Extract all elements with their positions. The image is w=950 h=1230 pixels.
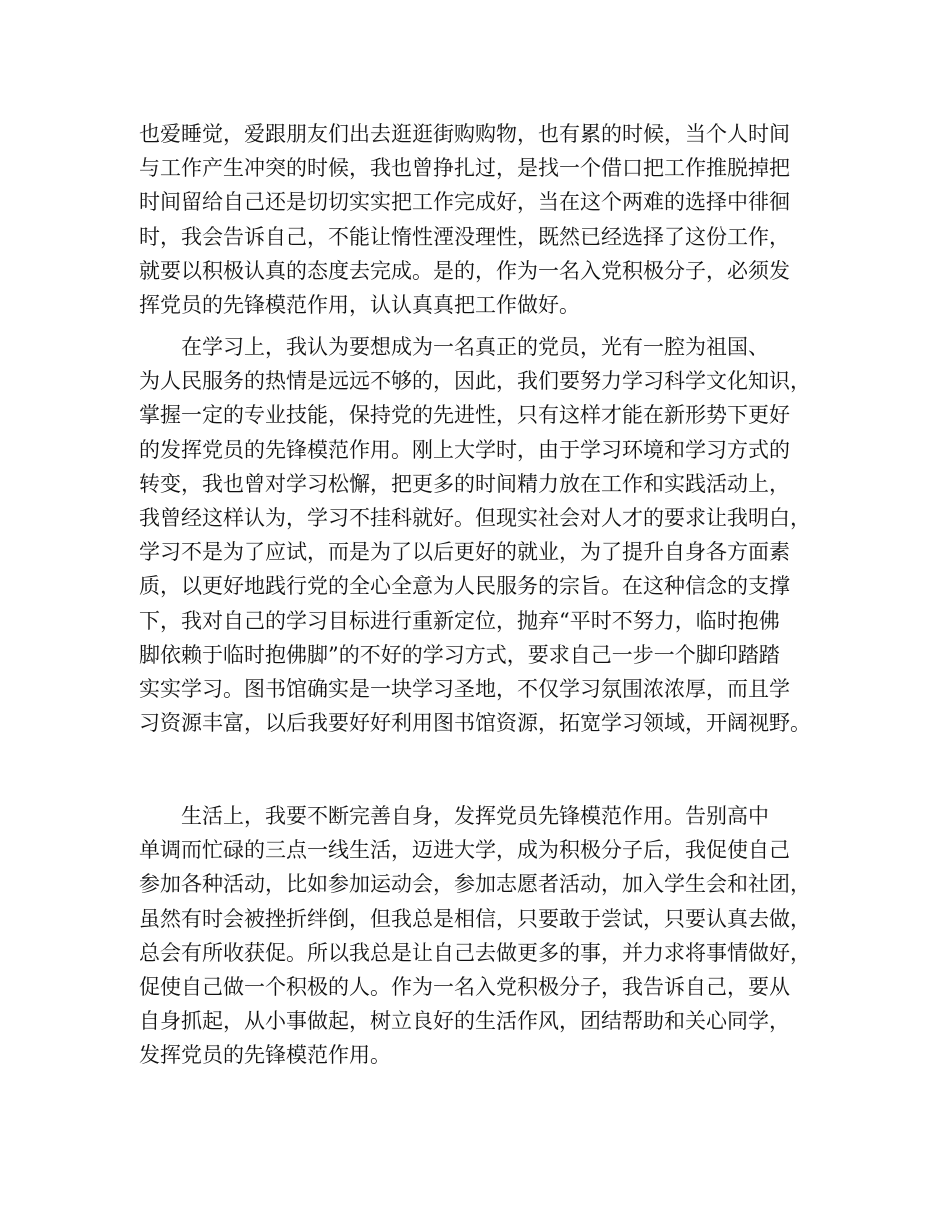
text-line: 下，我对自己的学习目标进行重新定位，抛弃“平时不努力，临时抱佛	[139, 608, 780, 633]
text-line: 总会有所收获促。所以我总是让自己去做更多的事，并力求将事情做好，	[139, 940, 811, 965]
text-line: 时，我会告诉自己，不能让惰性湮没理性，既然已经选择了这份工作，	[139, 224, 790, 249]
text-line: 为人民服务的热情是远远不够的，因此，我们要努力学习科学文化知识，	[139, 369, 811, 394]
text-line: 质，以更好地践行党的全心全意为人民服务的宗旨。在这种信念的支撑	[139, 574, 790, 599]
text-line: 挥党员的先锋模范作用，认认真真把工作做好。	[139, 293, 580, 318]
text-line: 发挥党员的先锋模范作用。	[139, 1043, 391, 1068]
text-line: 掌握一定的专业技能，保持党的先进性，只有这样才能在新形势下更好	[139, 403, 790, 428]
text-line: 时间留给自己还是切切实实把工作完成好，当在这个两难的选择中徘徊	[139, 190, 790, 215]
text-line: 习资源丰富，以后我要好好利用图书馆资源，拓宽学习领域，开阔视野。	[139, 711, 811, 736]
paragraph-life	[139, 799, 819, 1073]
paragraph-study	[139, 330, 819, 740]
text-line: 脚依赖于临时抱佛脚”的不好的学习方式，要求自己一步一个脚印踏踏	[139, 642, 780, 667]
text-line: 就要以积极认真的态度去完成。是的，作为一名入党积极分子，必须发	[139, 258, 790, 283]
text-line: 与工作产生冲突的时候，我也曾挣扎过，是找一个借口把工作推脱掉把	[139, 156, 790, 181]
text-line: 单调而忙碌的三点一线生活，迈进大学，成为积极分子后，我促使自己	[139, 838, 790, 863]
text-line: 促使自己做一个积极的人。作为一名入党积极分子，我告诉自己，要从	[139, 975, 790, 1000]
text-line: 学习不是为了应试，而是为了以后更好的就业，为了提升自身各方面素	[139, 540, 790, 565]
text-line: 生活上，我要不断完善自身，发挥党员先锋模范作用。告别高中	[181, 804, 769, 828]
text-line: 我曾经这样认为，学习不挂科就好。但现实社会对人才的要求让我明白，	[139, 506, 811, 531]
text-line: 也爱睡觉，爱跟朋友们出去逛逛街购购物，也有累的时候，当个人时间	[139, 122, 790, 146]
text-line: 在学习上，我认为要想成为一名真正的党员，光有一腔为祖国、	[181, 335, 769, 359]
paragraph-work	[139, 117, 819, 322]
text-line: 自身抓起，从小事做起，树立良好的生活作风，团结帮助和关心同学，	[139, 1009, 790, 1034]
text-line: 参加各种活动，比如参加运动会，参加志愿者活动，加入学生会和社团，	[139, 872, 811, 897]
text-line: 转变，我也曾对学习松懈，把更多的时间精力放在工作和实践活动上，	[139, 471, 790, 496]
text-line: 的发挥党员的先锋模范作用。刚上大学时，由于学习环境和学习方式的	[139, 437, 790, 462]
text-line: 虽然有时会被挫折绊倒，但我总是相信，只要敢于尝试，只要认真去做，	[139, 906, 811, 931]
text-line: 实实学习。图书馆确实是一块学习圣地，不仅学习氛围浓浓厚，而且学	[139, 677, 790, 702]
